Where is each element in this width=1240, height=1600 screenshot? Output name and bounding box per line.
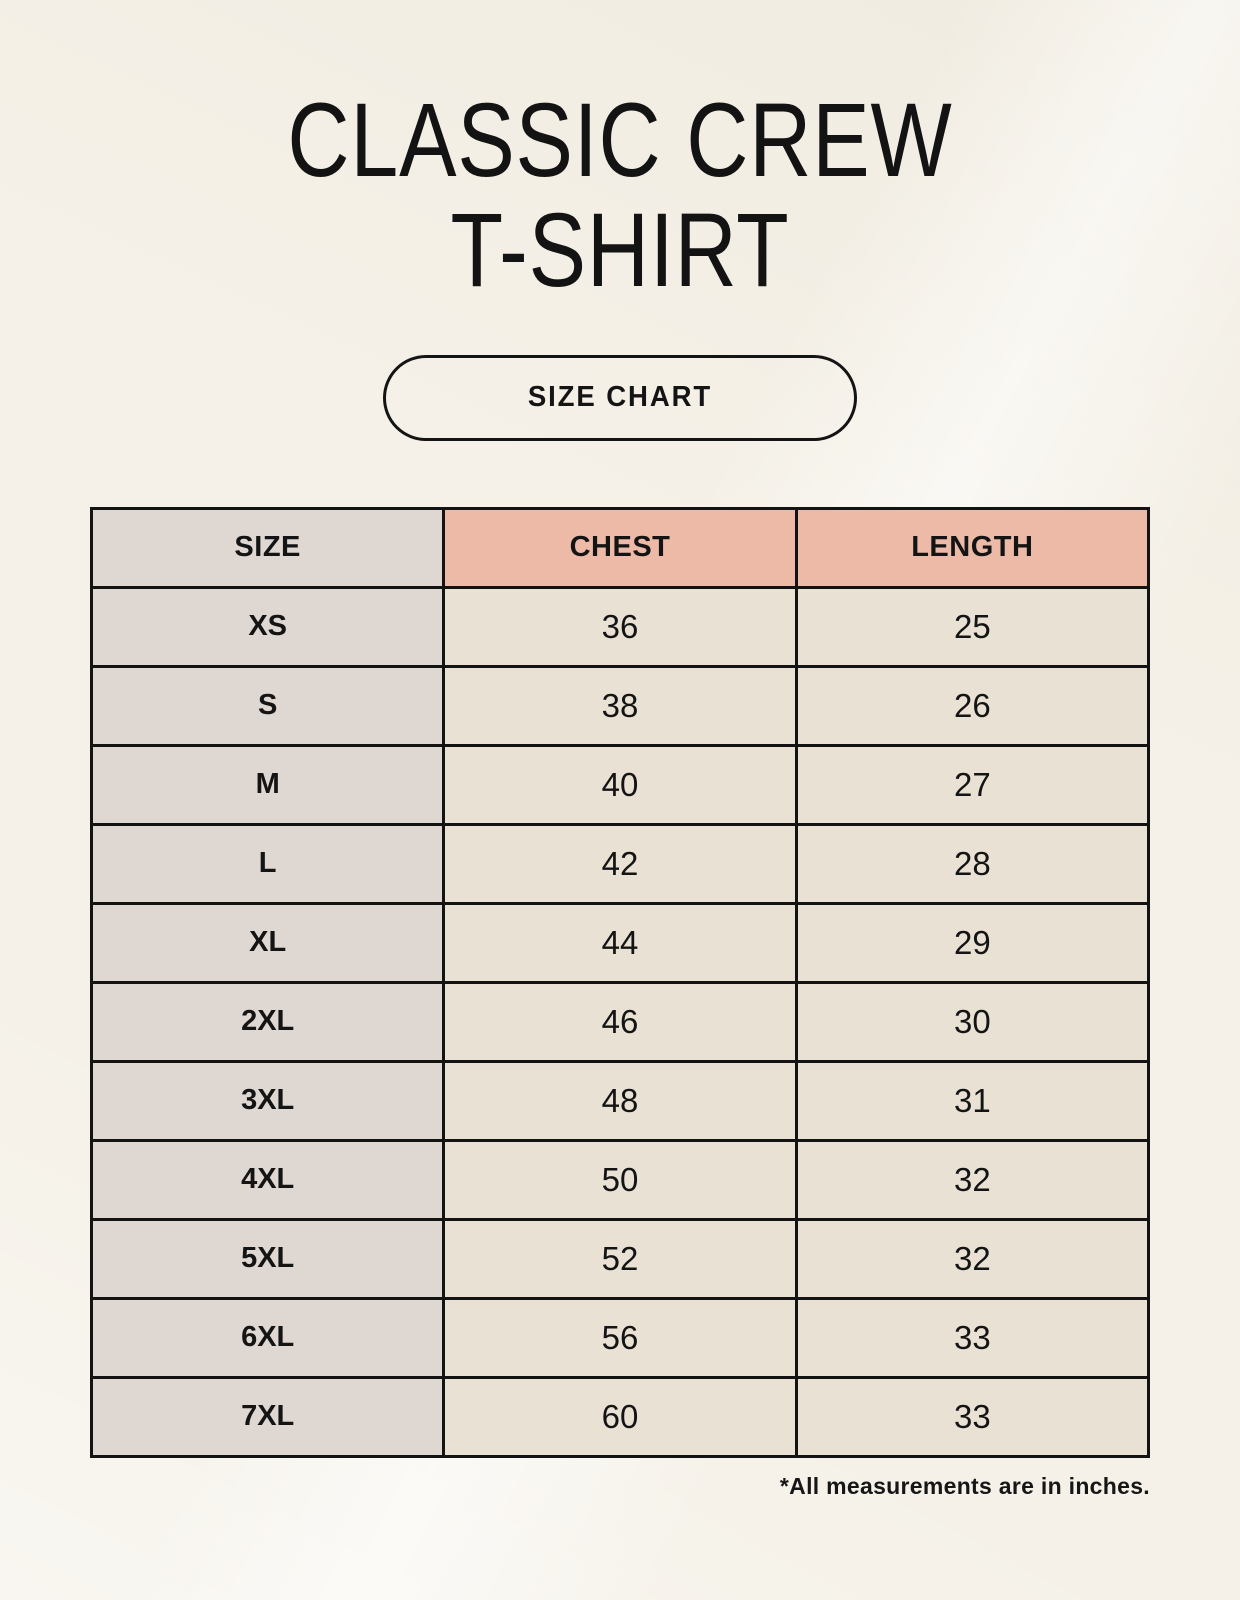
size-cell: 3XL (92, 1061, 444, 1140)
measurements-note: *All measurements are in inches. (779, 1472, 1150, 1499)
chest-cell: 36 (444, 587, 796, 666)
size-cell: M (92, 745, 444, 824)
table-row (92, 587, 1149, 666)
size-cell: 4XL (92, 1140, 444, 1219)
length-cell: 32 (796, 1140, 1148, 1219)
size-cell: 6XL (92, 1298, 444, 1377)
size-cell: 2XL (92, 982, 444, 1061)
size-chart-button-label: SIZE CHART (527, 381, 713, 413)
size-chart-button[interactable] (383, 355, 857, 441)
table-row (92, 1219, 1149, 1298)
size-cell: S (92, 666, 444, 745)
table-row (92, 1061, 1149, 1140)
chest-column-header: CHEST (444, 508, 796, 587)
table-row (92, 745, 1149, 824)
size-column-header: SIZE (92, 508, 444, 587)
length-cell: 25 (796, 587, 1148, 666)
table-row (92, 1140, 1149, 1219)
chest-cell: 56 (444, 1298, 796, 1377)
length-cell: 26 (796, 666, 1148, 745)
chest-cell: 44 (444, 903, 796, 982)
length-cell: 33 (796, 1377, 1148, 1456)
size-cell: L (92, 824, 444, 903)
length-cell: 29 (796, 903, 1148, 982)
chest-cell: 50 (444, 1140, 796, 1219)
length-cell: 30 (796, 982, 1148, 1061)
header-row (92, 508, 1149, 587)
length-cell: 32 (796, 1219, 1148, 1298)
table-row (92, 1298, 1149, 1377)
size-cell: XS (92, 587, 444, 666)
chest-cell: 46 (444, 982, 796, 1061)
chest-cell: 52 (444, 1219, 796, 1298)
table-row (92, 903, 1149, 982)
table-row (92, 982, 1149, 1061)
size-cell: XL (92, 903, 444, 982)
length-cell: 28 (796, 824, 1148, 903)
table-row (92, 666, 1149, 745)
size-cell: 5XL (92, 1219, 444, 1298)
size-table (90, 507, 1150, 1458)
length-column-header: LENGTH (796, 508, 1148, 587)
length-cell: 33 (796, 1298, 1148, 1377)
size-cell: 7XL (92, 1377, 444, 1456)
table-row (92, 824, 1149, 903)
chest-cell: 42 (444, 824, 796, 903)
chest-cell: 48 (444, 1061, 796, 1140)
page-title (0, 0, 1240, 310)
length-cell: 31 (796, 1061, 1148, 1140)
size-table-container (90, 507, 1150, 1500)
chest-cell: 38 (444, 666, 796, 745)
table-row (92, 1377, 1149, 1456)
chest-cell: 60 (444, 1377, 796, 1456)
length-cell: 27 (796, 745, 1148, 824)
chest-cell: 40 (444, 745, 796, 824)
title-line-1: CLASSIC CREW (287, 82, 953, 199)
title-line-2: T-SHIRT (450, 192, 790, 310)
